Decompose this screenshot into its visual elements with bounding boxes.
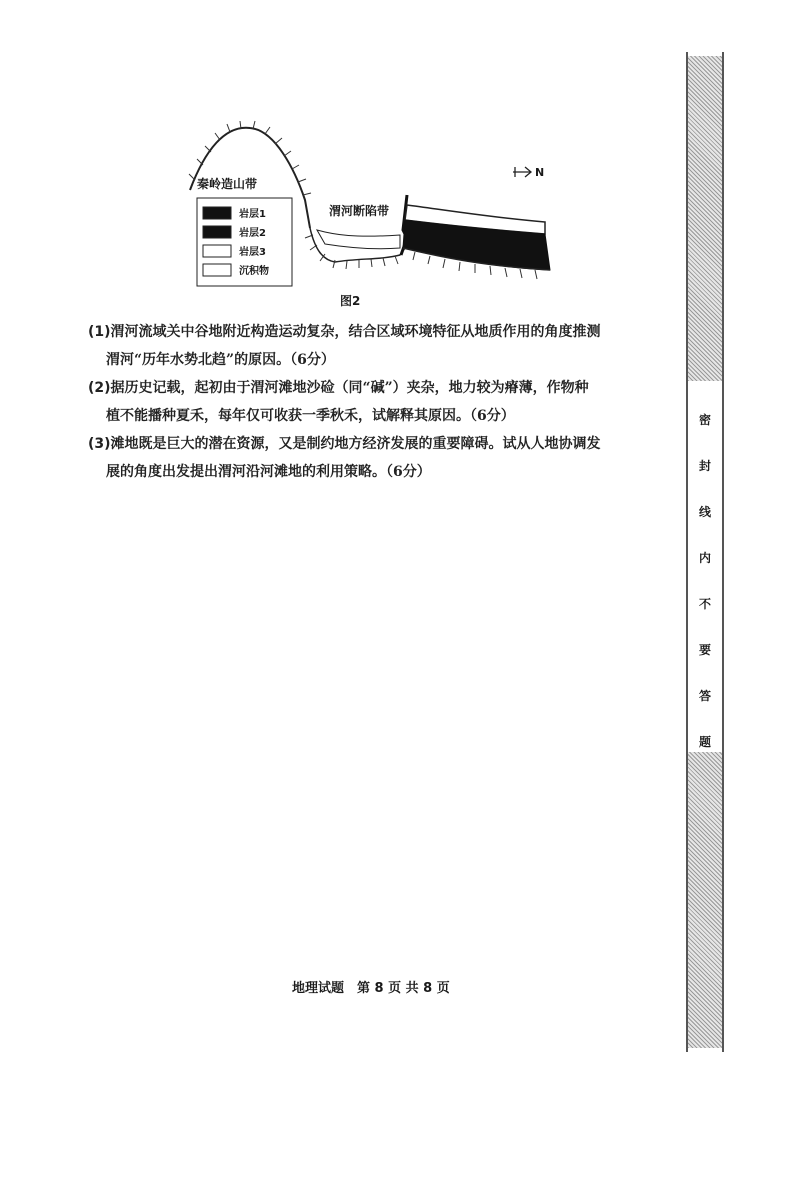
binding-char: 线 — [698, 505, 711, 519]
question-2-line1: 据历史记载，起初由于渭河滩地沙硷（同“碱”）夹杂，地力较为瘠薄，作物种 — [110, 380, 589, 396]
north-arrow-icon — [513, 167, 531, 177]
question-3 — [88, 430, 658, 486]
question-1-number: (1) — [88, 324, 111, 340]
legend-swatch-3 — [203, 245, 231, 257]
legend-label-1: 岩层1 — [239, 209, 266, 220]
question-3-line2: 展的角度出发提出渭河沿河滩地的利用策略。（6分） — [106, 464, 431, 480]
fault-label: 渭河断陷带 — [329, 204, 390, 218]
question-2-line2: 植不能播种夏禾，每年仅可收获一季秋禾，试解释其原因。（6分） — [106, 408, 515, 424]
binding-hatch-top — [688, 56, 722, 381]
question-1-line2: 渭河“历年水势北趋”的原因。（6分） — [106, 352, 335, 368]
binding-notice — [688, 397, 722, 765]
legend-swatch-1 — [203, 207, 231, 219]
binding-strip — [686, 52, 724, 1052]
figure-caption: 图2 — [340, 294, 361, 308]
binding-char: 封 — [698, 459, 711, 473]
binding-char: 答 — [698, 689, 711, 703]
legend-swatch-2 — [203, 226, 231, 238]
page-footer: 地理试题 第 8 页 共 8 页 — [292, 981, 450, 996]
binding-hatch-bottom — [688, 752, 722, 1048]
binding-char: 密 — [698, 413, 711, 427]
north-label: N — [535, 166, 545, 179]
binding-char: 内 — [698, 551, 711, 565]
question-1 — [88, 318, 658, 374]
geology-cross-section-figure — [185, 120, 565, 320]
legend-swatch-4 — [203, 264, 231, 276]
legend-label-3: 岩层3 — [239, 247, 266, 258]
mountain-label: 秦岭造山带 — [197, 177, 258, 191]
question-1-line1: 渭河流域关中谷地附近构造运动复杂，结合区域环境特征从地质作用的角度推测 — [110, 324, 601, 340]
question-2-number: (2) — [88, 380, 111, 396]
question-3-line1: 滩地既是巨大的潜在资源，又是制约地方经济发展的重要障碍。试从人地协调发 — [110, 436, 601, 452]
binding-char: 不 — [698, 597, 711, 611]
binding-char: 题 — [698, 735, 711, 749]
question-2 — [88, 374, 658, 430]
question-3-number: (3) — [88, 436, 111, 452]
legend-label-4: 沉积物 — [239, 266, 269, 277]
valley-sediment — [317, 230, 400, 249]
legend-label-2: 岩层2 — [239, 228, 266, 239]
binding-char: 要 — [698, 643, 711, 657]
